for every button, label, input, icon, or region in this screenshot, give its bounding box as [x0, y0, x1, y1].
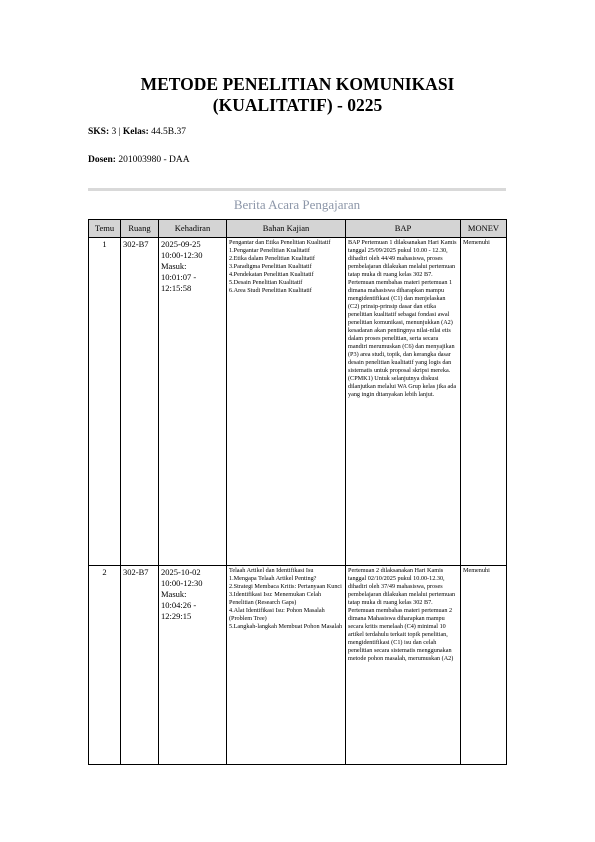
table-row — [89, 238, 507, 566]
bahan-item: 2.Strategi Membaca Kritis: Pertanyaan Kunci — [229, 583, 342, 590]
cell-bap: Pertemuan 2 dilaksanakan Hari Kamis tanggal 02/10/2025 pukul 10.00-12.30, dihadiri oleh 37/49 mahasiswa, proses pembelajaran dilakukan melalui pertemuan tatap muka di ruang kelas 302 B7. Pertemuan membahas materi pertemuan 2 dimana Mahasiswa diharapkan mampu secara kritis menelaah (C4) minimal 10 artikel terdahulu terkait topik penelitian, mengidentifikasi (C1) isu dan celah penelitian secara sistematis menggunakan metode pohon masalah, merumuskan (A2) — [346, 566, 461, 765]
course-title-line1: METODE PENELITIAN KOMUNIKASI — [140, 74, 455, 94]
column-header-temu: Temu — [89, 220, 121, 238]
kehadiran-masuk-label: Masuk: — [161, 589, 187, 599]
column-header-bahan-kajian: Bahan Kajian — [227, 220, 346, 238]
kehadiran-date: 2025-09-25 — [161, 239, 201, 249]
cell-temu: 1 — [89, 238, 121, 566]
course-meta-dosen — [88, 155, 190, 165]
bap-table — [88, 219, 507, 765]
bahan-item: 1.Pengantar Penelitian Kualitatif — [229, 247, 310, 254]
bahan-item: Pengantar dan Etika Penelitian Kualitatif — [229, 239, 331, 246]
cell-ruang: 302-B7 — [121, 566, 159, 765]
kehadiran-masuk-end: 12:15:58 — [161, 283, 192, 293]
table-header-row — [89, 220, 507, 238]
bahan-item: 6.Area Studi Penelitian Kualitatif — [229, 287, 312, 294]
bahan-item: 3.Identifikasi Isu: Menemukan Celah Penelitian (Research Gaps) — [229, 591, 322, 606]
course-title-line2: (KUALITATIF) - 0225 — [212, 95, 383, 115]
bahan-item: 5.Desain Penelitian Kualitatif — [229, 279, 303, 286]
cell-monev: Memenuhi — [461, 238, 507, 566]
column-header-kehadiran: Kehadiran — [159, 220, 227, 238]
section-title: Berita Acara Pengajaran — [233, 197, 361, 212]
bahan-item: 3.Paradigma Penelitian Kualitatif — [229, 263, 312, 270]
cell-monev: Memenuhi — [461, 566, 507, 765]
cell-bahan-kajian — [227, 566, 346, 765]
kehadiran-masuk-label: Masuk: — [161, 261, 187, 271]
column-header-monev: MONEV — [461, 220, 507, 238]
cell-kehadiran — [159, 238, 227, 566]
column-header-bap: BAP — [346, 220, 461, 238]
course-meta-sks-kelas: SKS: 3 | Kelas: 44.5B.37 — [88, 127, 186, 137]
sks-label: SKS: — [88, 127, 110, 137]
table-row — [89, 566, 507, 765]
bahan-item: 5.Langkah-langkah Membuat Pohon Masalah — [229, 623, 343, 630]
cell-bap: BAP Pertemuan 1 dilaksanakan Hari Kamis tanggal 25/09/2025 pukul 10.00 - 12.30, dihadiri oleh 44/49 mahasiswa, proses pembelajaran dilakukan melalui pertemuan tatap muka di ruang kelas 302 B7. Pertemuan membahas materi pertemuan 1 dimana mahasiswa diharapkan mampu mengidentifikasi (C1) dan menjelaskan (C2) prinsip-prinsip dasar dan etika penelitian kualitatif sebagai fondasi awal penelitian komunikasi, menunjukkan (A2) kesadaran akan pentingnya nilai-nilai etis dalam proses penelitian, serta secara mandiri merumuskan (C6) dan menyajikan (P3) area studi, topik, dan kerangka dasar desain penelitian kualitatif yang logis dan sistematis untuk proposal skripsi mereka. (CPMK1) Untuk selanjutnya diskusi dilanjutkan melalui WA Grup kelas jika ada yang ingin ditanyakan lebih lanjut. — [346, 238, 461, 566]
bahan-item: Telaah Artikel dan Identifikasi Isu — [229, 567, 314, 574]
cell-kehadiran — [159, 566, 227, 765]
column-header-ruang: Ruang — [121, 220, 159, 238]
kehadiran-time: 10:00-12:30 — [161, 578, 203, 588]
section-divider — [88, 188, 506, 191]
bahan-item: 4.Pendekatan Penelitian Kualitatif — [229, 271, 314, 278]
cell-temu: 2 — [89, 566, 121, 765]
kehadiran-time: 10:00-12:30 — [161, 250, 203, 260]
bahan-item: 1.Mengapa Telaah Artikel Penting? — [229, 575, 317, 582]
dosen-label: Dosen: — [88, 155, 116, 165]
sks-value: 3 — [111, 127, 117, 137]
kelas-label: Kelas: — [122, 127, 149, 137]
kehadiran-date: 2025-10-02 — [161, 567, 201, 577]
kehadiran-masuk-start: 10:04:26 - — [161, 600, 197, 610]
bahan-item: 2.Etika dalam Penelitian Kualitatif — [229, 255, 315, 262]
dosen-value: 201003980 - DAA — [118, 155, 190, 165]
kehadiran-masuk-end: 12:29:15 — [161, 611, 192, 621]
course-title — [88, 74, 507, 116]
cell-ruang: 302-B7 — [121, 238, 159, 566]
cell-bahan-kajian — [227, 238, 346, 566]
kelas-value: 44.5B.37 — [151, 127, 186, 137]
kehadiran-masuk-start: 10:01:07 - — [161, 272, 197, 282]
bahan-item: 4.Alat Identifikasi Isu: Pohon Masalah (Problem Tree) — [229, 607, 325, 622]
